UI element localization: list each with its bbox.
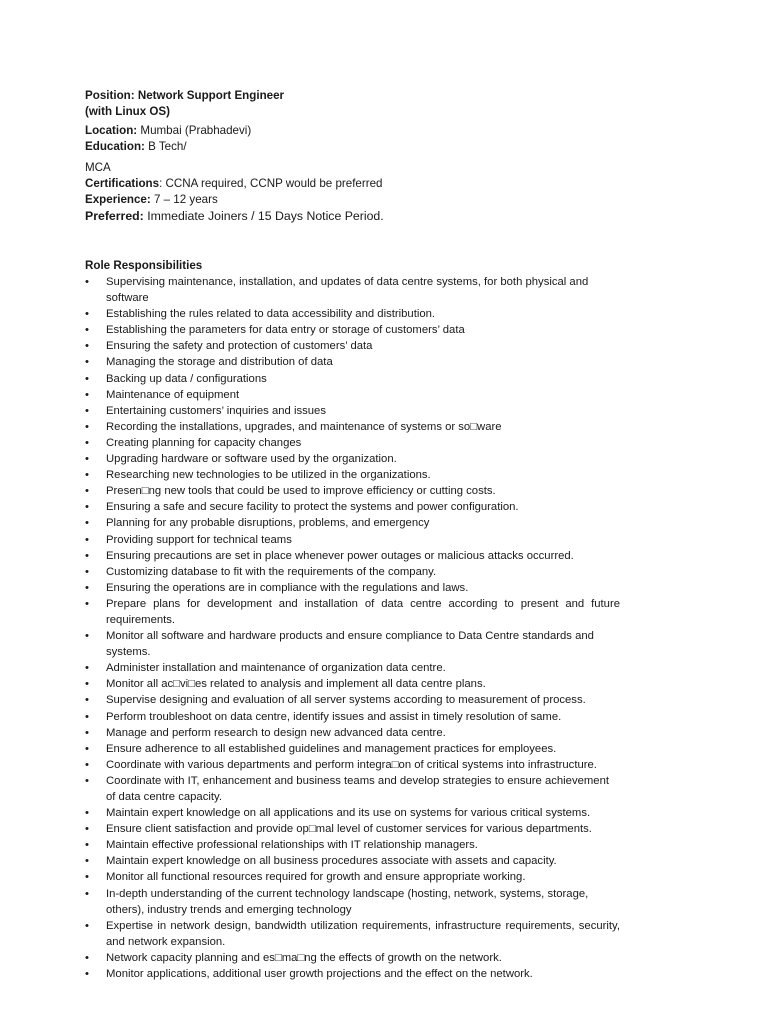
bullet-icon: • xyxy=(85,968,89,981)
certifications-line xyxy=(85,176,620,192)
list-item xyxy=(85,499,620,515)
list-item-text: Ensuring a safe and secure facility to protect the systems and power configuration. xyxy=(106,501,519,514)
list-item-text: Establishing the parameters for data entry or storage of customers’ data xyxy=(106,324,465,337)
list-item xyxy=(85,515,620,531)
bullet-icon: • xyxy=(85,662,89,675)
location-value: Mumbai (Prabhadevi) xyxy=(140,124,252,137)
bullet-icon: • xyxy=(85,308,89,321)
list-item xyxy=(85,966,620,982)
list-item-text: Coordinate with various departments and perform integra□on of critical systems into infrastructure. xyxy=(106,758,597,771)
position-title-line2: (with Linux OS) xyxy=(85,105,171,118)
bullet-icon: • xyxy=(85,823,89,836)
bullet-icon: • xyxy=(85,951,89,964)
certifications-label: Certifications xyxy=(85,177,160,190)
bullet-icon: • xyxy=(85,420,89,433)
bullet-icon: • xyxy=(85,469,89,482)
list-item xyxy=(85,709,620,725)
list-item-text: In-depth understanding of the current technology landscape (hosting, network, systems, storage, others), industry trends and emerging technology xyxy=(106,887,589,916)
list-item-text: Monitor all software and hardware products and ensure compliance to Data Centre standards and systems. xyxy=(106,630,594,659)
bullet-icon: • xyxy=(85,388,89,401)
bullet-icon: • xyxy=(85,871,89,884)
position-title xyxy=(85,88,620,104)
list-item xyxy=(85,354,620,370)
list-item xyxy=(85,692,620,708)
list-item xyxy=(85,548,620,564)
list-item-text: Planning for any probable disruptions, problems, and emergency xyxy=(106,517,430,530)
experience-label: Experience: xyxy=(85,193,151,206)
list-item-text: Ensuring precautions are set in place whenever power outages or malicious attacks occurred. xyxy=(106,549,574,562)
bullet-icon: • xyxy=(85,453,89,466)
list-item xyxy=(85,564,620,580)
list-item xyxy=(85,853,620,869)
list-item xyxy=(85,741,620,757)
list-item xyxy=(85,387,620,403)
bullet-icon: • xyxy=(85,276,89,288)
bullet-icon: • xyxy=(85,855,89,868)
list-item-text: Perform troubleshoot on data centre, identify issues and assist in timely resolution of same. xyxy=(106,710,562,723)
responsibilities-list xyxy=(85,274,620,982)
list-item-text: Ensure adherence to all established guidelines and management practices for employees. xyxy=(106,742,557,755)
list-item-text: Researching new technologies to be utilized in the organizations. xyxy=(106,469,431,482)
bullet-icon: • xyxy=(85,726,89,739)
list-item-text: Ensuring the safety and protection of customers’ data xyxy=(106,340,373,353)
list-item xyxy=(85,628,620,660)
bullet-icon: • xyxy=(85,340,89,353)
list-item xyxy=(85,725,620,741)
list-item-text: Ensuring the operations are in compliance with the regulations and laws. xyxy=(106,581,469,594)
education-line2: MCA xyxy=(85,161,111,174)
list-item xyxy=(85,419,620,435)
list-item-text: Monitor all functional resources required for growth and ensure appropriate working. xyxy=(106,871,526,884)
list-item xyxy=(85,660,620,676)
list-item-text: Creating planning for capacity changes xyxy=(106,436,302,449)
bullet-icon: • xyxy=(85,839,89,852)
list-item-text: Maintain effective professional relationships with IT relationship managers. xyxy=(106,839,478,852)
experience-value: 7 – 12 years xyxy=(153,193,218,206)
list-item-text: Managing the storage and distribution of data xyxy=(106,356,333,369)
bullet-icon: • xyxy=(85,758,89,771)
education-label: Education: xyxy=(85,140,145,153)
list-item xyxy=(85,435,620,451)
bullet-icon: • xyxy=(85,887,89,900)
list-item xyxy=(85,886,620,918)
list-item xyxy=(85,918,620,950)
bullet-icon: • xyxy=(85,807,89,820)
bullet-icon: • xyxy=(85,501,89,514)
experience-line xyxy=(85,192,620,208)
list-item xyxy=(85,837,620,853)
list-item-text: Monitor applications, additional user growth projections and the effect on the network. xyxy=(106,968,533,981)
preferred-label: Preferred: xyxy=(85,209,144,223)
bullet-icon: • xyxy=(85,742,89,755)
preferred-value: Immediate Joiners / 15 Days Notice Period. xyxy=(147,209,384,223)
bullet-icon: • xyxy=(85,404,89,417)
bullet-icon: • xyxy=(85,356,89,369)
list-item xyxy=(85,306,620,322)
list-item-text: Administer installation and maintenance of organization data centre. xyxy=(106,662,446,675)
position-value: Network Support Engineer xyxy=(137,89,285,102)
list-item-text: Manage and perform research to design new advanced data centre. xyxy=(106,726,446,739)
list-item xyxy=(85,322,620,338)
list-item-text: Providing support for technical teams xyxy=(106,533,292,546)
list-item-text: Monitor all ac□vi□es related to analysis and implement all data centre plans. xyxy=(106,678,486,691)
list-item-text: Recording the installations, upgrades, and maintenance of systems or so□ware xyxy=(106,420,502,433)
job-description-document xyxy=(85,88,620,982)
list-item xyxy=(85,483,620,499)
list-item-text: Maintain expert knowledge on all business procedures associate with assets and capacity. xyxy=(106,855,557,868)
bullet-icon: • xyxy=(85,694,89,707)
location-label: Location: xyxy=(85,124,138,137)
bullet-icon: • xyxy=(85,485,89,498)
list-item xyxy=(85,274,620,306)
education-value: B Tech/ xyxy=(148,140,187,153)
list-item-text: Prepare plans for development and installation of data centre according to present and future requirements. xyxy=(106,597,620,626)
list-item-text: Entertaining customers’ inquiries and issues xyxy=(106,404,326,417)
list-item xyxy=(85,580,620,596)
list-item-text: Network capacity planning and es□ma□ng the effects of growth on the network. xyxy=(106,951,502,964)
education-line xyxy=(85,139,620,155)
bullet-icon: • xyxy=(85,517,89,530)
list-item xyxy=(85,773,620,805)
list-item-text: Coordinate with IT, enhancement and business teams and develop strategies to ensure achievement of data centre capacity. xyxy=(106,774,610,803)
position-label: Position: xyxy=(85,89,135,102)
list-item-text: Backing up data / configurations xyxy=(106,372,267,385)
list-item xyxy=(85,950,620,966)
list-item-text: Presen□ng new tools that could be used to improve efficiency or cutting costs. xyxy=(106,485,496,498)
certifications-value: : CCNA required, CCNP would be preferred xyxy=(159,177,383,190)
bullet-icon: • xyxy=(85,710,89,723)
list-item-text: Supervising maintenance, installation, and updates of data centre systems, for both physical and software xyxy=(106,276,589,305)
bullet-icon: • xyxy=(85,581,89,594)
bullet-icon: • xyxy=(85,324,89,337)
list-item-text: Supervise designing and evaluation of all server systems according to measurement of process. xyxy=(106,694,586,707)
list-item xyxy=(85,805,620,821)
list-item-text: Ensure client satisfaction and provide op□mal level of customer services for various departments. xyxy=(106,823,592,836)
list-item xyxy=(85,532,620,548)
bullet-icon: • xyxy=(85,919,89,932)
list-item xyxy=(85,869,620,885)
bullet-icon: • xyxy=(85,565,89,578)
bullet-icon: • xyxy=(85,436,89,449)
list-item-text: Upgrading hardware or software used by the organization. xyxy=(106,453,397,466)
location-line xyxy=(85,123,620,139)
list-item-text: Maintain expert knowledge on all applications and its use on systems for various critical systems. xyxy=(106,807,591,820)
list-item xyxy=(85,403,620,419)
role-responsibilities-heading: Role Responsibilities xyxy=(85,259,203,272)
list-item xyxy=(85,338,620,354)
list-item-text: Customizing database to fit with the requirements of the company. xyxy=(106,565,437,578)
bullet-icon: • xyxy=(85,372,89,385)
bullet-icon: • xyxy=(85,549,89,562)
list-item xyxy=(85,676,620,692)
preferred-line xyxy=(85,208,620,225)
list-item xyxy=(85,596,620,628)
list-item xyxy=(85,757,620,773)
list-item xyxy=(85,821,620,837)
list-item xyxy=(85,451,620,467)
list-item-text: Expertise in network design, bandwidth utilization requirements, infrastructure requirements, security, and network expansion. xyxy=(106,919,620,948)
list-item xyxy=(85,371,620,387)
bullet-icon: • xyxy=(85,630,89,643)
bullet-icon: • xyxy=(85,597,89,610)
bullet-icon: • xyxy=(85,774,89,787)
list-item-text: Establishing the rules related to data accessibility and distribution. xyxy=(106,308,436,321)
bullet-icon: • xyxy=(85,533,89,546)
bullet-icon: • xyxy=(85,678,89,691)
list-item xyxy=(85,467,620,483)
list-item-text: Maintenance of equipment xyxy=(106,388,240,401)
